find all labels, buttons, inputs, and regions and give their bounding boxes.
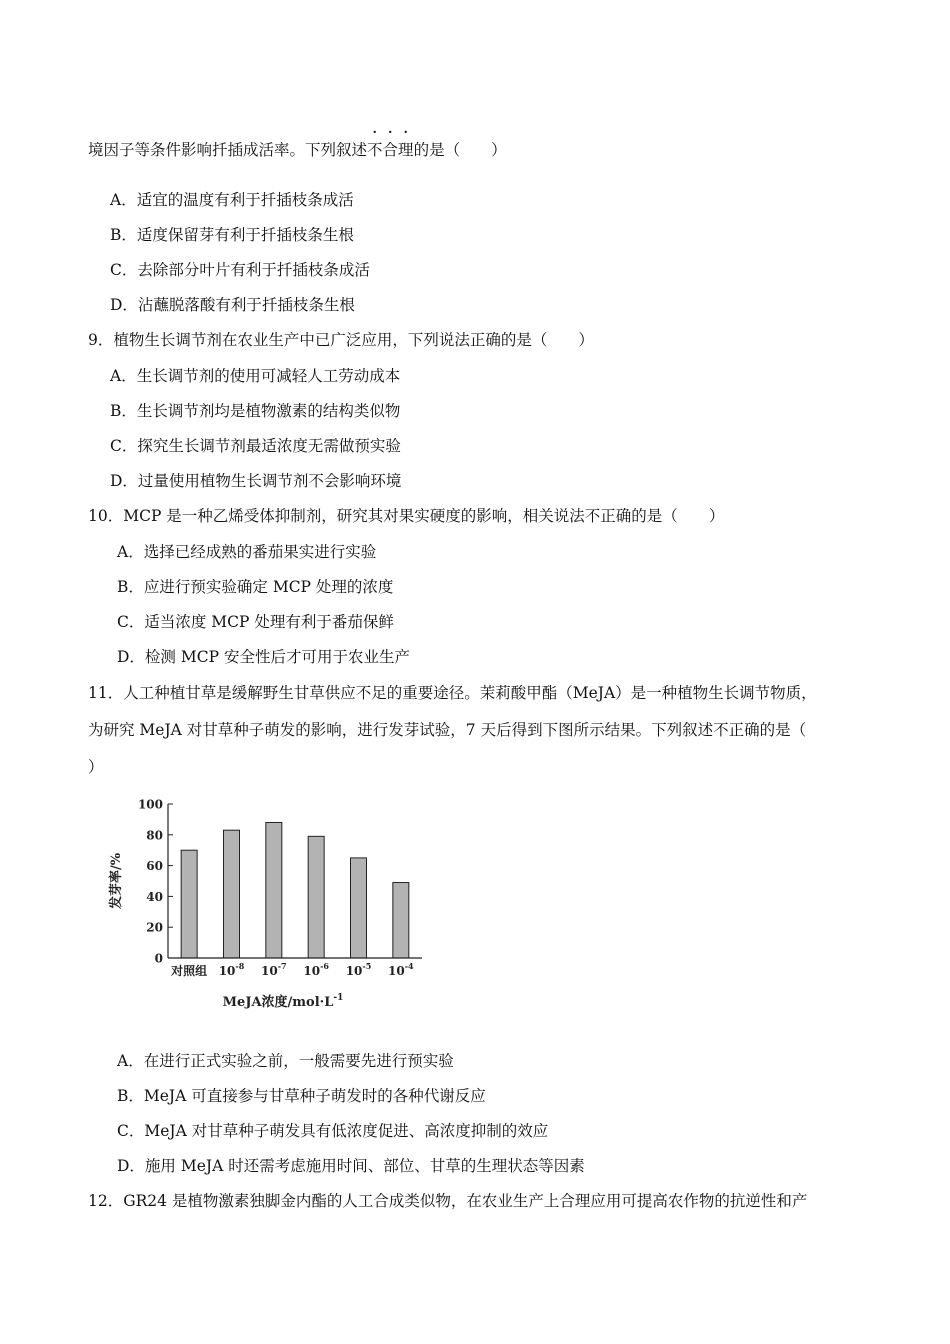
x-tick-label: $10^{-5}$	[345, 961, 372, 978]
y-tick-label: 60	[146, 859, 163, 874]
x-axis-label: MeJA浓度$/mol\cdot L^{-1}$	[222, 993, 344, 1010]
q11-option-c: C．MeJA 对甘草种子萌发具有低浓度促进、高浓度抑制的效应	[117, 1122, 549, 1140]
q10-option-c: C．适当浓度 MCP 处理有利于番茄保鲜	[117, 613, 394, 631]
emphasis-char: 不	[367, 141, 383, 159]
q10-stem: 10．MCP 是一种乙烯受体抑制剂，研究其对果实硬度的影响，相关说法不正确的是（ ）	[88, 507, 725, 525]
x-tick-label: $10^{-6}$	[303, 961, 329, 978]
germination-bar-chart	[106, 792, 436, 1022]
q10-option-d: D．检测 MCP 安全性后才可用于农业生产	[117, 648, 410, 666]
bar	[351, 858, 367, 958]
q11-option-b: B．MeJA 可直接参与甘草种子萌发时的各种代谢反应	[117, 1087, 486, 1105]
q8-option-b: B．适度保留芽有利于扦插枝条生根	[110, 226, 354, 244]
q8-option-d: D．沾蘸脱落酸有利于扦插枝条生根	[110, 296, 355, 314]
y-tick-label: 0	[154, 951, 163, 966]
y-tick-label: 40	[146, 889, 163, 904]
bar	[224, 830, 240, 958]
q9-option-a: A．生长调节剂的使用可减轻人工劳动成本	[110, 367, 401, 385]
y-tick-label: 100	[137, 797, 163, 812]
q8-option-c: C．去除部分叶片有利于扦插枝条成活	[110, 261, 370, 279]
y-tick-label: 80	[146, 828, 163, 843]
x-tick-label: $10^{-7}$	[261, 961, 287, 978]
q9-option-b: B．生长调节剂均是植物激素的结构类似物	[110, 402, 401, 420]
q10-option-b: B．应进行预实验确定 MCP 处理的浓度	[117, 578, 394, 596]
q8-option-a: A．适宜的温度有利于扦插枝条成活	[110, 191, 354, 209]
bar	[181, 850, 197, 958]
q11-option-a: A．在进行正式实验之前，一般需要先进行预实验	[117, 1052, 454, 1070]
bar	[393, 883, 409, 958]
x-tick-label: $10^{-8}$	[218, 961, 245, 978]
q11-option-d: D．施用 MeJA 时还需考虑施用时间、部位、甘草的生理状态等因素	[117, 1157, 585, 1175]
emphasis-char: 合	[382, 141, 399, 159]
q12-stem: 12．GR24 是植物激素独脚金内酯的人工合成类似物，在农业生产上合理应用可提高农作物的抗逆性和产	[88, 1192, 808, 1210]
q11-stem-line3: ）	[88, 758, 104, 776]
q10-option-a: A．选择已经成熟的番茄果实进行实验	[117, 543, 377, 561]
emphasis-char: 理	[398, 141, 414, 159]
q9-option-c: C．探究生长调节剂最适浓度无需做预实验	[110, 437, 401, 455]
bar	[266, 822, 282, 958]
x-tick-label: 对照组	[171, 964, 208, 978]
q11-stem-line1: 11．人工种植甘草是缓解野生甘草供应不足的重要途径。茉莉酸甲酯（MeJA）是一种植物生长调节物质，	[88, 684, 817, 702]
bar	[308, 836, 324, 958]
q11-stem-line2: 为研究 MeJA 对甘草种子萌发的影响，进行发芽试验，7 天后得到下图所示结果。下列叙述不正确的是（	[88, 721, 807, 739]
y-tick-label: 20	[146, 920, 163, 935]
q8-stem: 境因子等条件影响扦插成活率。下列叙述不合理的是（ ）	[88, 141, 507, 159]
q9-option-d: D．过量使用植物生长调节剂不会影响环境	[110, 472, 402, 490]
x-tick-label: $10^{-4}$	[388, 961, 414, 978]
y-axis-label: 发芽率/%	[109, 852, 124, 910]
q9-stem: 9．植物生长调节剂在农业生产中已广泛应用，下列说法正确的是（ ）	[88, 331, 594, 349]
